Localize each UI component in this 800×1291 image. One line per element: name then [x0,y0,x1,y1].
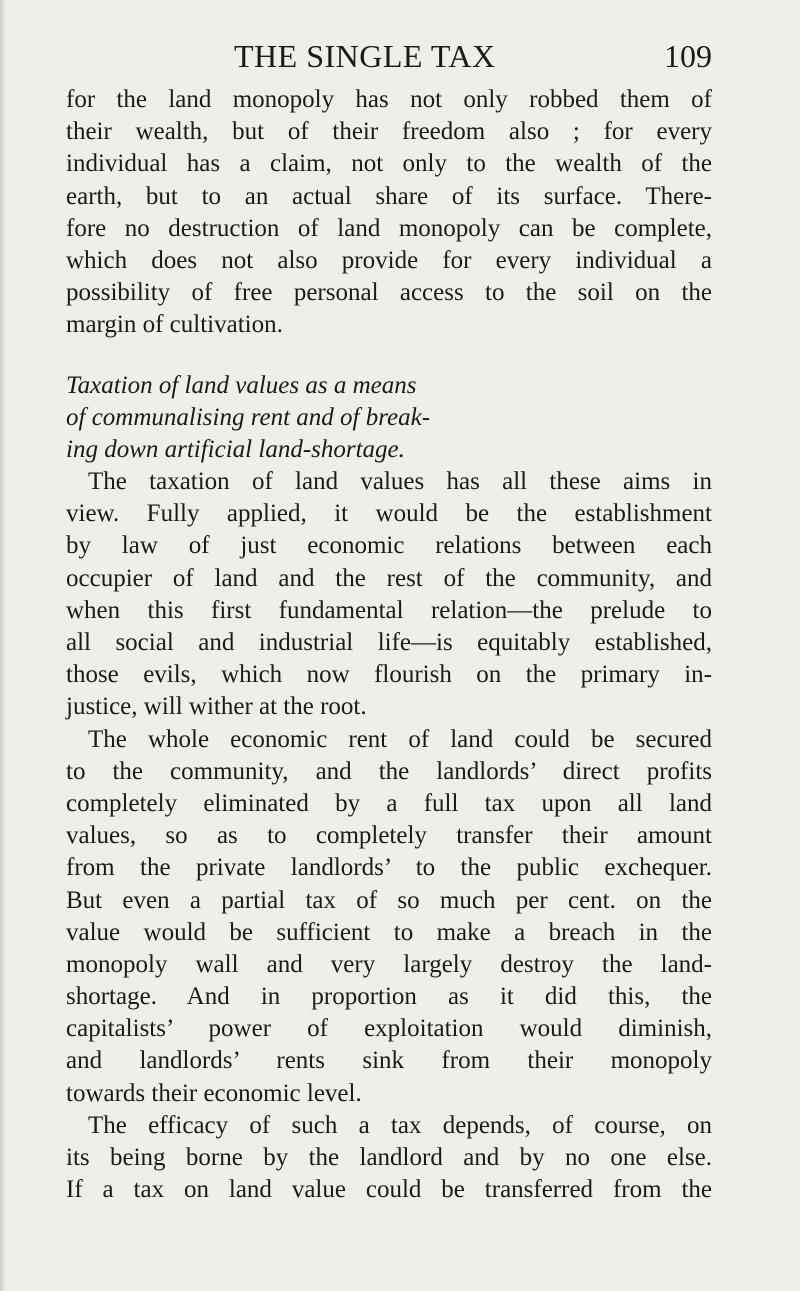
text-line: when this first fundamental relation—the prelude to [66,596,712,624]
text-line: from the private landlords’ to the public exchequer. [66,854,712,882]
paragraph-4 [66,1110,712,1207]
text-line: possibility of free personal access to the soil on the [66,279,712,307]
text-line: towards their economic level. [66,1079,362,1107]
text-line: its being borne by the landlord and by no one else. [66,1144,712,1171]
text-line: by law of just economic relations between each [66,532,712,560]
text-line: monopoly wall and very largely destroy the land- [66,950,712,978]
text-line: their wealth, but of their freedom also ; for every [66,118,712,146]
paragraph-2 [66,466,712,724]
text-line: fore no destruction of land monopoly can be complete, [66,214,712,242]
running-title: THE SINGLE TAX [234,38,496,74]
text-line: completely eliminated by a full tax upon all land [66,789,712,817]
text-line: margin of cultivation. [66,311,283,339]
section-gap [66,342,712,370]
text-line: earth, but to an actual share of its surface. There- [66,182,712,210]
text-line: value would be sufficient to make a breach in the [66,918,712,946]
heading-line: Taxation of land values as a means [66,371,417,399]
text-line: which does not also provide for every individual a [66,246,712,274]
text-line: for the land monopoly has not only robbed them of [66,86,712,113]
heading-line: of communalising rent and of break- [66,403,431,431]
text-line: individual has a claim, not only to the wealth of the [66,150,712,178]
text-line: But even a partial tax of so much per cent. on the [66,886,712,914]
page-header [66,36,712,76]
paragraph-1 [66,84,712,342]
section-heading [66,370,712,467]
text-line: The efficacy of such a tax depends, of course, on [88,1111,712,1139]
text-line: view. Fully applied, it would be the establishment [66,500,712,528]
text-line: occupier of land and the rest of the community, and [66,564,712,592]
text-line: all social and industrial life—is equitably established, [66,629,712,656]
page-edge-shadow [0,0,6,1291]
text-line: those evils, which now flourish on the primary in- [66,661,712,689]
text-line: and landlords’ rents sink from their monopoly [66,1047,712,1075]
text-line: to the community, and the landlords’ direct profits [66,757,712,785]
paragraph-3 [66,724,712,1110]
page-body [66,84,712,1206]
text-line: justice, will wither at the root. [66,693,367,721]
text-line: The taxation of land values has all these aims in [88,468,712,496]
heading-line: ing down artificial land-shortage. [66,435,405,463]
text-line: If a tax on land value could be transferred from the [66,1176,712,1204]
text-line: shortage. And in proportion as it did this, the [66,983,712,1011]
text-line: capitalists’ power of exploitation would diminish, [66,1015,712,1043]
page-number: 109 [664,38,712,74]
text-line: values, so as to completely transfer their amount [66,822,712,850]
text-line: The whole economic rent of land could be secured [88,725,712,753]
